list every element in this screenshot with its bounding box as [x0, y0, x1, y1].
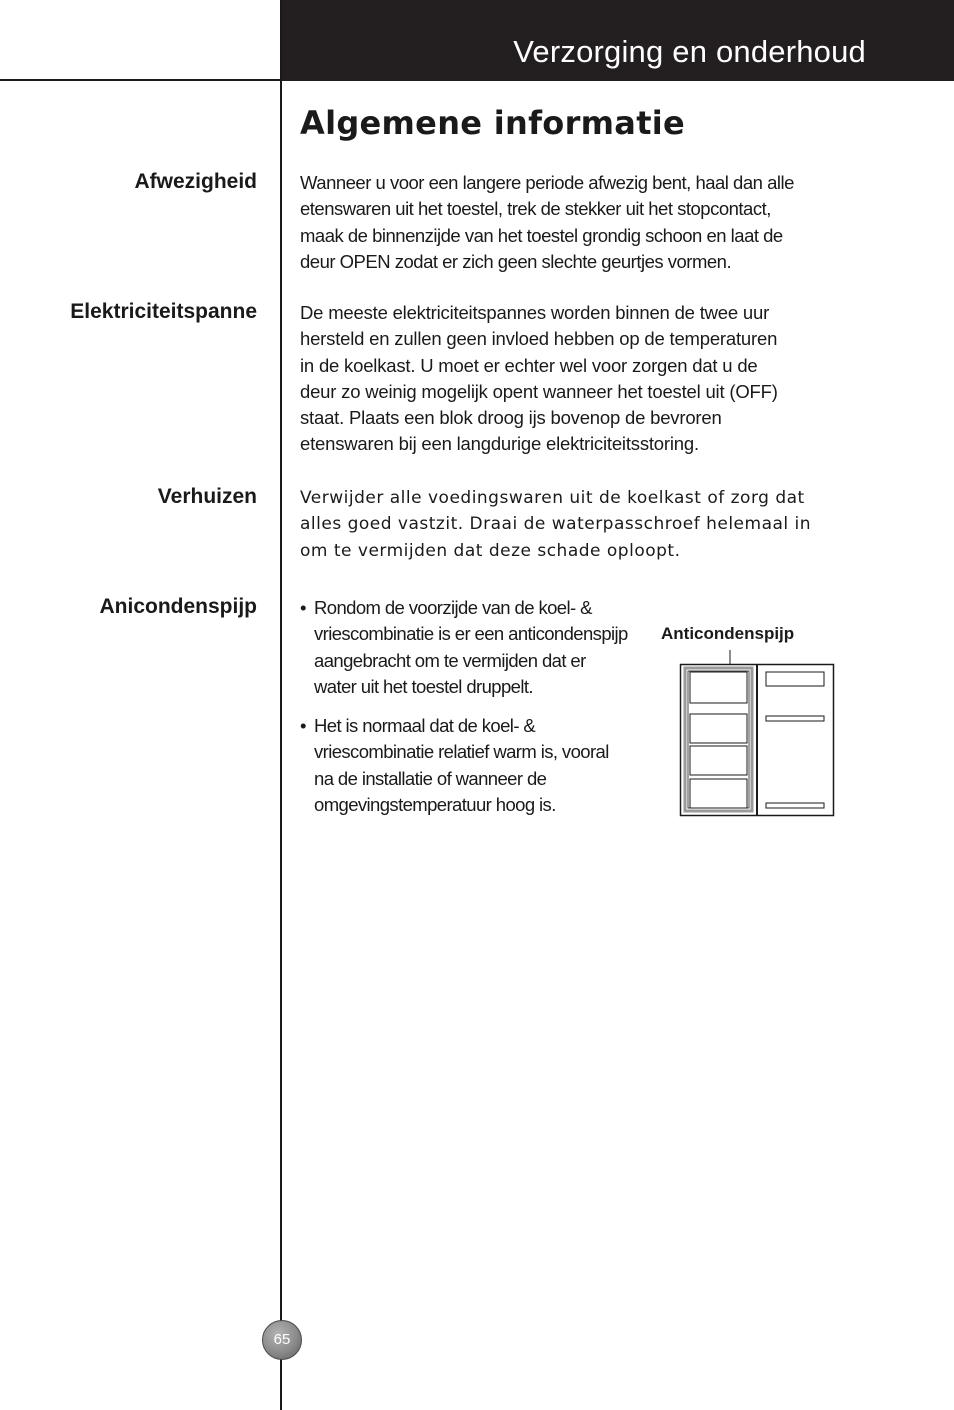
text-line: na de installatie of wanneer de — [314, 767, 547, 789]
freezer-drawer — [690, 746, 747, 775]
text-line: omgevingstemperatuur hoog is. — [314, 793, 556, 815]
fridge-diagram — [676, 648, 838, 820]
text-line: maak de binnenzijde van het toestel grondig schoon en laat de — [300, 224, 783, 246]
text-line: staat. Plaats een blok droog ijs bovenop de bevroren — [300, 407, 722, 429]
text-line: aangebracht om te vermijden dat er — [314, 649, 586, 671]
paragraph-elektriciteitspanne — [300, 300, 840, 458]
text-line: Rondom de voorzijde van de koel- & — [314, 597, 592, 618]
paragraph-afwezigheid — [300, 170, 840, 275]
header-title: Verzorging en onderhoud — [513, 34, 866, 69]
text-line: De meeste elektriciteitspannes worden binnen de twee uur — [300, 302, 770, 323]
bullet-symbol: • — [300, 597, 306, 618]
diagram-label: Anticondenspijp — [661, 624, 795, 643]
header-bar — [282, 0, 954, 81]
text-line: deur OPEN zodat er zich geen slechte geurtjes vormen. — [300, 250, 732, 272]
text-line: vriescombinatie relatief warm is, vooral — [314, 741, 609, 763]
freezer-drawer — [690, 714, 747, 743]
text-line: hersteld en zullen geen invloed hebben op de temperaturen — [300, 328, 778, 350]
bullet-symbol: • — [300, 715, 306, 736]
text-line: Verwijder alle voedingswaren uit de koelkast of zorg dat — [300, 488, 805, 508]
text-line: deur zo weinig mogelijk opent wanneer het toestel uit (OFF) — [300, 380, 778, 402]
text-line: etenswaren bij een langdurige elektriciteitsstoring. — [300, 433, 699, 455]
heading-elektriciteitspanne: Elektriciteitspanne — [70, 300, 257, 323]
paragraph-verhuizen — [300, 485, 840, 564]
text-line: alles goed vastzit. Draai de waterpasschroef helemaal in — [300, 514, 812, 535]
fridge-shelf — [766, 672, 824, 686]
text-line: Het is normaal dat de koel- & — [314, 715, 536, 736]
vertical-divider — [280, 0, 282, 1410]
text-line: vriescombinatie is er een anticondenspijp — [314, 623, 628, 645]
heading-afwezigheid: Afwezigheid — [134, 170, 257, 193]
heading-anticondenspijp: Anicondenspijp — [99, 595, 257, 618]
text-line: water uit het toestel druppelt. — [314, 675, 533, 697]
bullet-item-2 — [300, 713, 674, 818]
text-line: etenswaren uit het toestel, trek de stekker uit het stopcontact, — [300, 198, 771, 220]
bullet-item-1 — [300, 595, 674, 700]
freezer-drawer — [690, 779, 747, 808]
text-line: om te vermijden dat deze schade oploopt. — [300, 540, 681, 561]
fridge-shelf — [766, 803, 824, 808]
page-number-badge: 65 — [262, 1320, 302, 1360]
fridge-shelf — [766, 716, 824, 721]
header-left-rule — [0, 79, 282, 81]
freezer-drawer — [690, 672, 747, 703]
heading-verhuizen: Verhuizen — [157, 485, 257, 508]
page-title: Algemene informatie — [300, 104, 686, 142]
text-line: in de koelkast. U moet er echter wel voor zorgen dat u de — [300, 354, 758, 376]
text-line: Wanneer u voor een langere periode afwezig bent, haal dan alle — [300, 172, 794, 193]
